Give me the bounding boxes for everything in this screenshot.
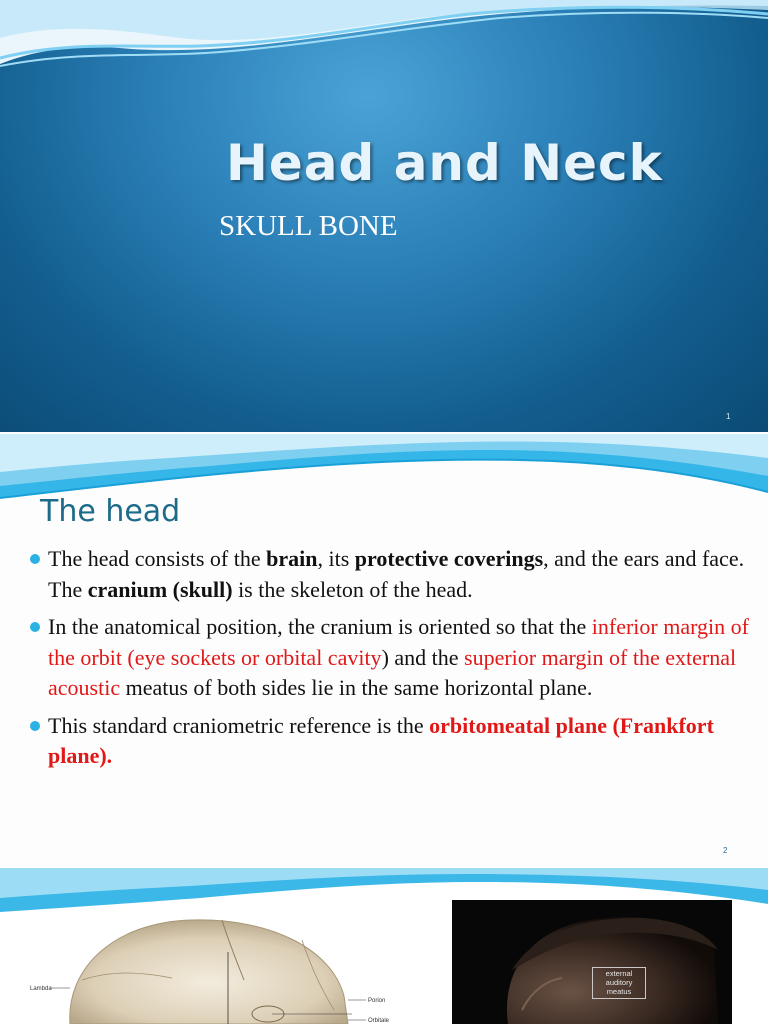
skull-label-orbitale: Orbitale: [368, 1018, 390, 1024]
bullet-item: In the anatomical position, the cranium is oriented so that the inferior margin of the orbit (eye sockets or orbital cavity) and the superior margin of the external acoustic meatus of both sides lie in the same horizontal plane.: [30, 612, 755, 704]
bullet-item: This standard craniometric reference is the orbitomeatal plane (Frankfort plane).: [30, 711, 755, 772]
slide-subtitle: SKULL BONE: [219, 210, 398, 242]
title-slide: [0, 0, 768, 432]
decorative-wave: [0, 0, 768, 80]
page-number: 1: [726, 412, 731, 421]
skull-label-lambda: Lambda: [30, 986, 52, 992]
bullet-dot-icon: [30, 622, 40, 632]
slide-title: Head and Neck: [226, 134, 663, 192]
bullet-item: The head consists of the brain, its protective coverings, and the ears and face. The cranium (skull) is the skeleton of the head.: [30, 544, 755, 605]
head-silhouette: [452, 900, 732, 1024]
page-number: 2: [723, 846, 728, 855]
head-photo: [452, 900, 732, 1024]
skull-label-porion: Porion: [368, 998, 386, 1004]
skull-diagram: [22, 900, 410, 1024]
bullet-dot-icon: [30, 721, 40, 731]
section-heading: The head: [40, 494, 181, 529]
bullet-list: [30, 544, 755, 779]
photo-label-box: external auditory meatus: [592, 967, 646, 999]
bullet-dot-icon: [30, 554, 40, 564]
